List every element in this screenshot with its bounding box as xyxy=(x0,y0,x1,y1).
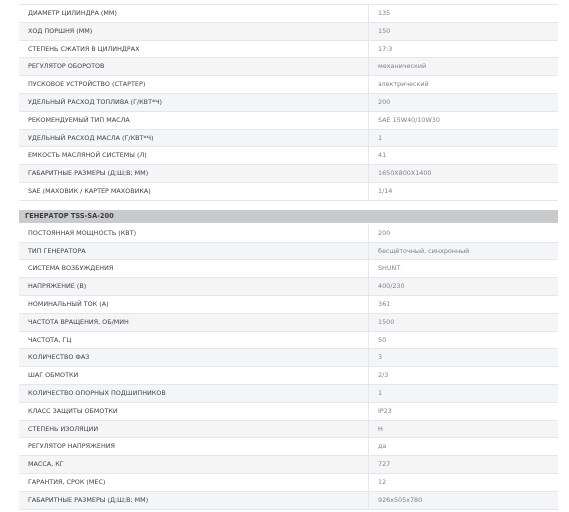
spec-value: 1650Х800Х1400 xyxy=(378,169,432,178)
spec-value: 17:3 xyxy=(378,44,393,53)
spec-row xyxy=(19,5,558,23)
spec-sheet xyxy=(19,0,558,510)
spec-label: ГАБАРИТНЫЕ РАЗМЕРЫ (Д;Ш;В; ММ) xyxy=(19,492,369,509)
spec-value: 2/3 xyxy=(378,371,389,380)
spec-label: СТЕПЕНЬ ИЗОЛЯЦИИ xyxy=(19,421,369,438)
spec-value: бесщёточный, синхронный xyxy=(378,246,470,255)
spec-row xyxy=(19,332,558,350)
generator-spec-table xyxy=(19,225,558,510)
spec-label: УДЕЛЬНЫЙ РАСХОД ТОПЛИВА (Г/КВТ*Ч) xyxy=(19,94,369,111)
spec-label: ТИП ГЕНЕРАТОРА xyxy=(19,243,369,260)
spec-label: ДИАМЕТР ЦИЛИНДРА (ММ) xyxy=(19,5,369,22)
spec-label: КОЛИЧЕСТВО ОПОРНЫХ ПОДШИПНИКОВ xyxy=(19,385,369,402)
spec-row xyxy=(19,278,558,296)
engine-spec-table xyxy=(19,5,558,201)
spec-value: 926х505х780 xyxy=(378,495,423,504)
spec-value: H xyxy=(378,424,383,433)
spec-row xyxy=(19,243,558,261)
spec-value: 200 xyxy=(378,228,391,237)
spec-row xyxy=(19,94,558,112)
spec-value: 727 xyxy=(378,460,391,469)
spec-value: 361 xyxy=(378,299,391,308)
spec-value: SAE 15W40/10W30 xyxy=(378,115,440,124)
spec-value: 135 xyxy=(378,9,391,17)
spec-row xyxy=(19,492,558,510)
spec-label: СИСТЕМА ВОЗБУЖДЕНИЯ xyxy=(19,260,369,277)
spec-label: СТЕПЕНЬ СЖАТИЯ В ЦИЛИНДРАХ xyxy=(19,41,369,58)
spec-row xyxy=(19,112,558,130)
spec-value: 1500 xyxy=(378,317,395,326)
spec-row xyxy=(19,421,558,439)
spec-value: 3 xyxy=(378,353,383,362)
spec-label: ГАБАРИТНЫЕ РАЗМЕРЫ (Д;Ш;В; ММ) xyxy=(19,165,369,182)
spec-row xyxy=(19,23,558,41)
spec-row xyxy=(19,130,558,148)
spec-value: SHUNT xyxy=(378,264,401,273)
spec-value: 200 xyxy=(378,97,391,106)
spec-value: 50 xyxy=(378,335,387,344)
spec-row xyxy=(19,41,558,59)
spec-label: ЧАСТОТА, ГЦ xyxy=(19,332,369,349)
spec-row xyxy=(19,296,558,314)
spec-row xyxy=(19,76,558,94)
spec-row xyxy=(19,367,558,385)
spec-label: КОЛИЧЕСТВО ФАЗ xyxy=(19,349,369,366)
spec-value: IP23 xyxy=(378,406,392,415)
spec-value: 1 xyxy=(378,388,383,397)
spec-row xyxy=(19,165,558,183)
spec-row xyxy=(19,456,558,474)
spec-row xyxy=(19,147,558,165)
spec-label: НОМИНАЛЬНЫЙ ТОК (А) xyxy=(19,296,369,313)
spec-row xyxy=(19,314,558,332)
spec-row xyxy=(19,260,558,278)
spec-label: РЕКОМЕНДУЕМЫЙ ТИП МАСЛА xyxy=(19,112,369,129)
spec-label: УДЕЛЬНЫЙ РАСХОД МАСЛА (Г/КВТ*Ч) xyxy=(19,130,369,147)
spec-row xyxy=(19,385,558,403)
spec-value: 1 xyxy=(378,133,383,142)
spec-value: 41 xyxy=(378,151,387,160)
spec-row xyxy=(19,438,558,456)
spec-label: ПОСТОЯННАЯ МОЩНОСТЬ (КВТ) xyxy=(19,225,369,242)
spec-row xyxy=(19,403,558,421)
spec-value: 12 xyxy=(378,477,387,486)
spec-label: SAE (МАХОВИК / КАРТЕР МАХОВИКА) xyxy=(19,183,369,200)
spec-label: ЕМКОСТЬ МАСЛЯНОЙ СИСТЕМЫ (Л) xyxy=(19,147,369,164)
spec-label: ХОД ПОРШНЯ (ММ) xyxy=(19,23,369,40)
spec-value: 400/230 xyxy=(378,282,405,291)
spec-label: РЕГУЛЯТОР НАПРЯЖЕНИЯ xyxy=(19,438,369,455)
spec-row xyxy=(19,225,558,243)
spec-label: КЛАСС ЗАЩИТЫ ОБМОТКИ xyxy=(19,403,369,420)
spec-value: электрический xyxy=(378,80,429,89)
spec-value: да xyxy=(378,442,387,451)
spec-label: ЧАСТОТА ВРАЩЕНИЯ, ОБ/МИН xyxy=(19,314,369,331)
spec-value: 1/14 xyxy=(378,186,393,195)
spec-row xyxy=(19,183,558,201)
spec-label: НАПРЯЖЕНИЕ (В) xyxy=(19,278,369,295)
spec-row xyxy=(19,474,558,492)
spec-label: РЕГУЛЯТОР ОБОРОТОВ xyxy=(19,58,369,75)
section-header-generator: ГЕНЕРАТОР TSS-SA-200 xyxy=(19,210,558,223)
spec-label: ПУСКОВОЕ УСТРОЙСТВО (СТАРТЕР) xyxy=(19,76,369,93)
spec-label: ШАГ ОБМОТКИ xyxy=(19,367,369,384)
spec-label: ГАРАНТИЯ, СРОК (МЕС) xyxy=(19,474,369,491)
spec-value: механический xyxy=(378,62,427,71)
spec-row xyxy=(19,58,558,76)
spec-label: МАССА, КГ xyxy=(19,456,369,473)
spec-value: 150 xyxy=(378,26,391,35)
spec-row xyxy=(19,349,558,367)
